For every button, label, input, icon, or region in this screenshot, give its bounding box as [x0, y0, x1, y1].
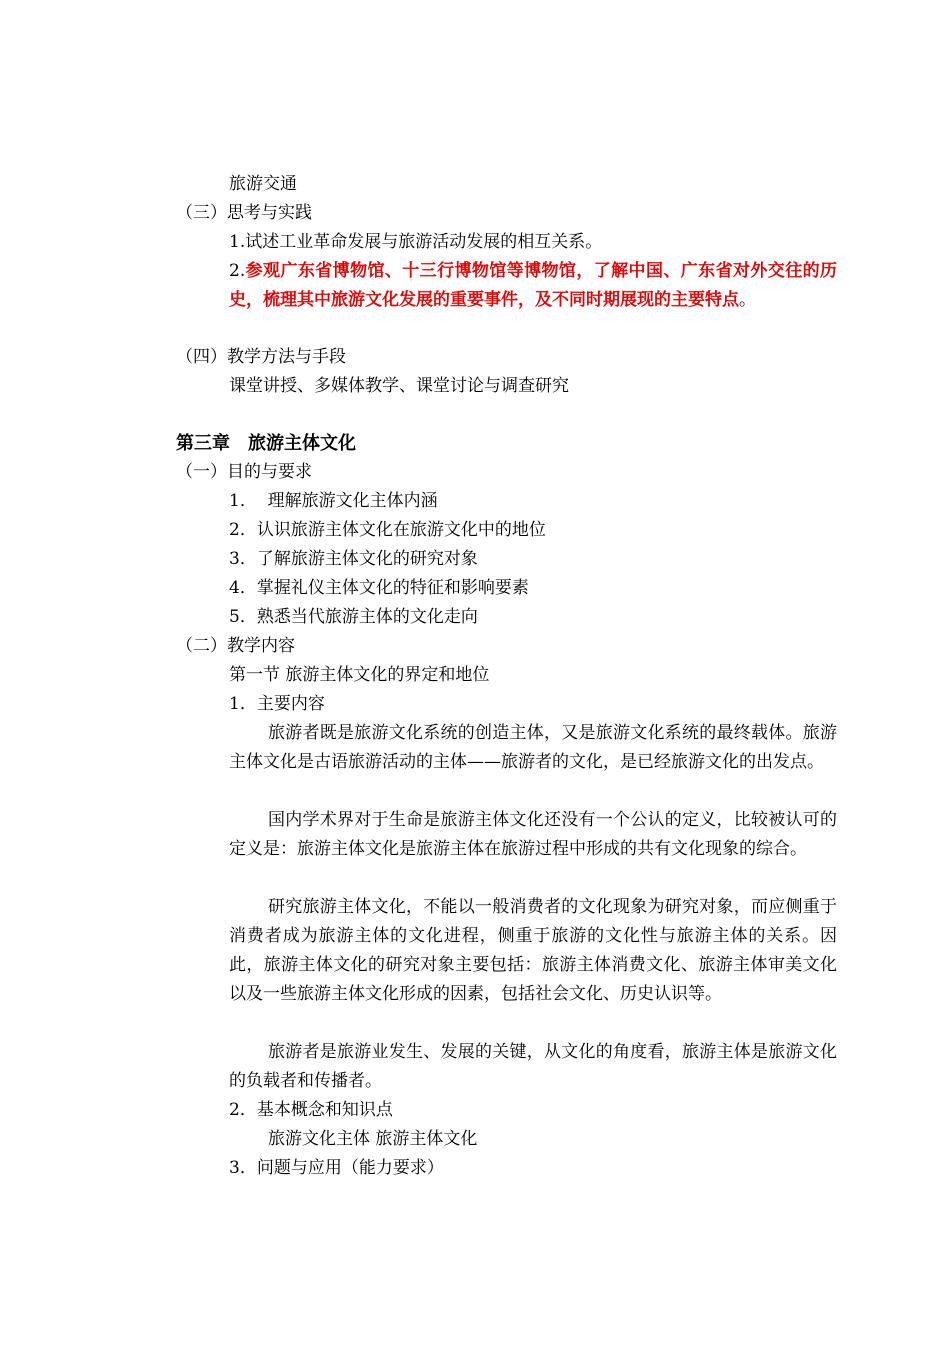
chapter-title: 第三章 旅游主体文化	[176, 433, 356, 454]
highlighted-text: 参观广东省博物馆、十三行博物馆等博物馆，了解中国、广东省对外交往的历史，梳理其中旅游文化发展的重要事件，及不同时期展现的主要特点	[229, 261, 837, 310]
text-line: 3．问题与应用（能力要求）	[229, 1158, 444, 1178]
text-line: 1．主要内容	[229, 694, 325, 714]
body-paragraph: 研究旅游主体文化，不能以一般消费者的文化现象为研究对象，而应侧重于消费者成为旅游主体的文化进程，侧重于旅游的文化性与旅游主体的关系。因此，旅游主体文化的研究对象主要包括：旅游主体消费文化、旅游主体审美文化以及一些旅游主体文化形成的因素，包括社会文化、历史认识等。	[229, 897, 837, 1004]
text-line: 旅游文化主体 旅游主体文化	[268, 1129, 478, 1149]
subsection-title: 第一节 旅游主体文化的界定和地位	[229, 665, 490, 685]
list-item: 5．熟悉当代旅游主体的文化走向	[229, 607, 478, 627]
body-paragraph: 旅游者是旅游业发生、发展的关键，从文化的角度看，旅游主体是旅游文化的负载者和传播者。	[229, 1042, 837, 1091]
section-heading: （二）教学内容	[176, 636, 295, 656]
section-heading: （四）教学方法与手段	[176, 347, 346, 367]
text-line: 课堂讲授、多媒体教学、课堂讨论与调查研究	[229, 376, 569, 396]
item-number: 2.	[229, 261, 246, 281]
highlighted-paragraph	[229, 257, 837, 315]
text-line: 旅游交通	[229, 174, 297, 194]
period: 。	[739, 290, 756, 310]
list-item: 2．认识旅游主体文化在旅游文化中的地位	[229, 520, 546, 540]
text-line: 2．基本概念和知识点	[229, 1100, 393, 1120]
section-heading: （一）目的与要求	[176, 462, 312, 482]
section-heading: （三）思考与实践	[176, 203, 312, 223]
list-item: 4．掌握礼仪主体文化的特征和影响要素	[229, 578, 529, 598]
body-paragraph: 国内学术界对于生命是旅游主体文化还没有一个公认的定义，比较被认可的定义是：旅游主体文化是旅游主体在旅游过程中形成的共有文化现象的综合。	[229, 810, 837, 859]
body-paragraph: 旅游者既是旅游文化系统的创造主体，又是旅游文化系统的最终载体。旅游主体文化是古语旅游活动的主体——旅游者的文化，是已经旅游文化的出发点。	[229, 723, 837, 772]
list-item: 3．了解旅游主体文化的研究对象	[229, 549, 478, 569]
list-item: 1． 理解旅游文化主体内涵	[229, 491, 438, 511]
text-line: 1.试述工业革命发展与旅游活动发展的相互关系。	[229, 232, 603, 252]
